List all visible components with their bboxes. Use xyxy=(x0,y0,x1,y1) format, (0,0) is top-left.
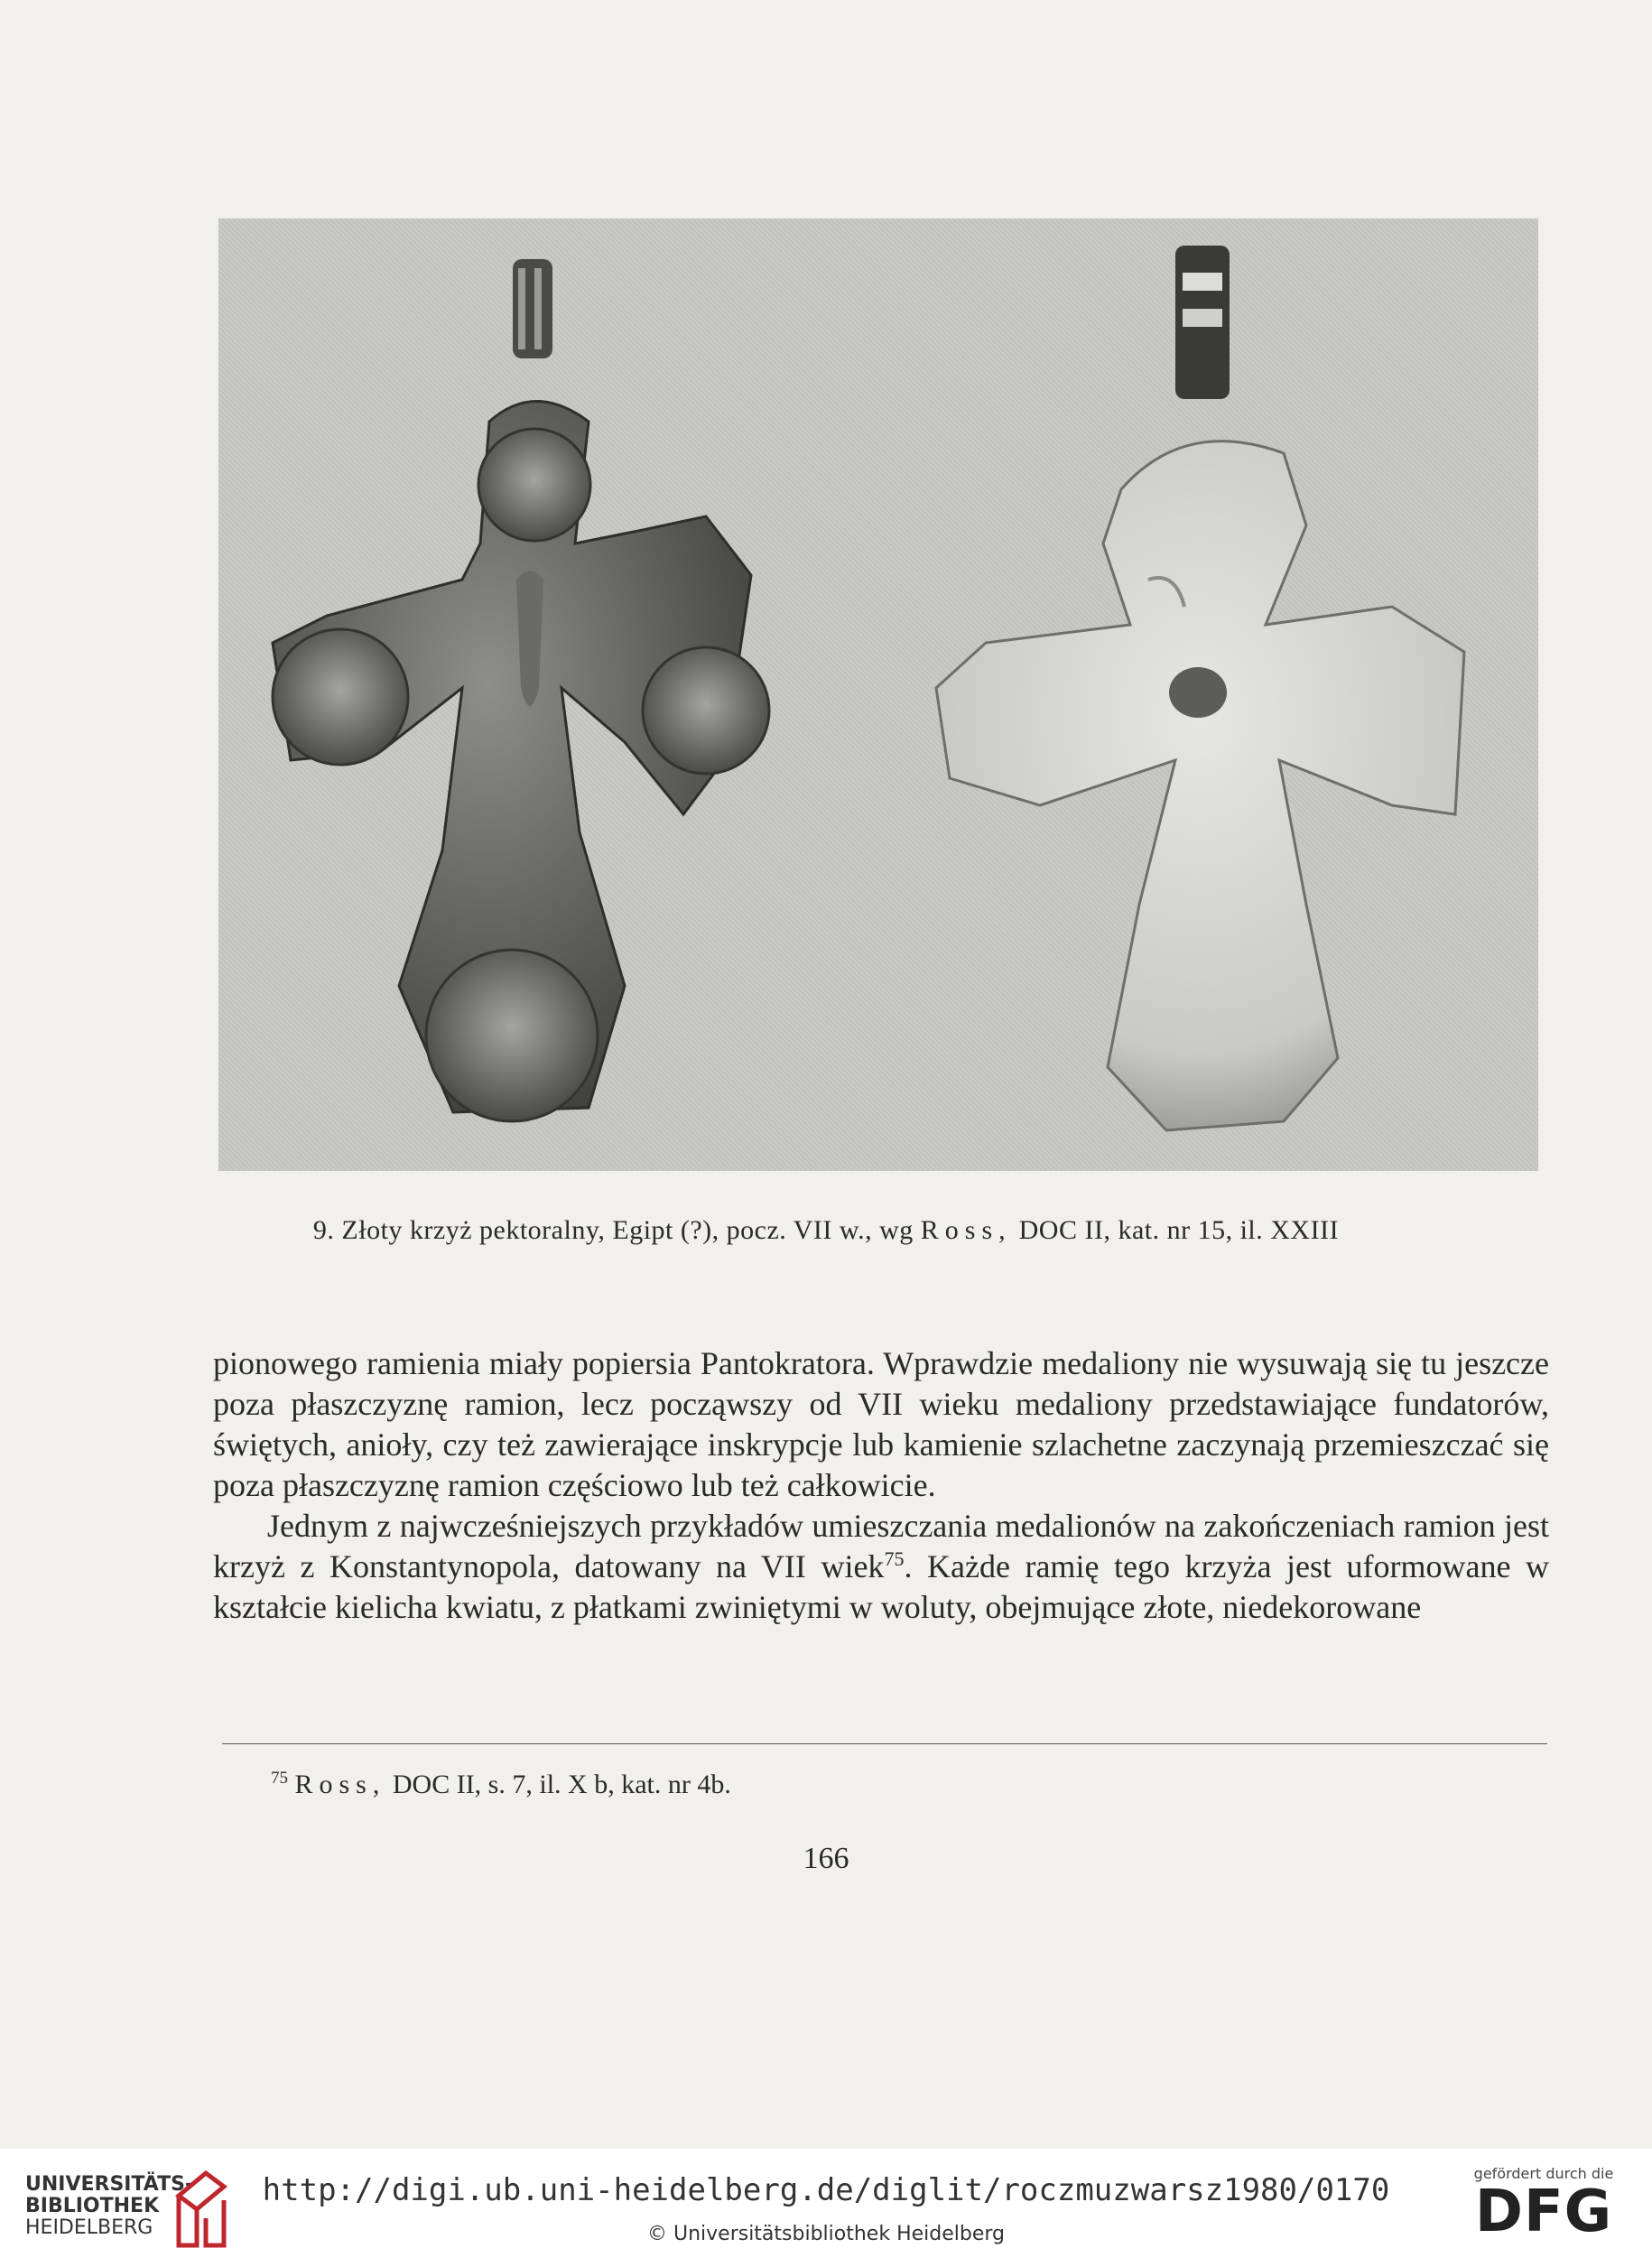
body-text xyxy=(213,1343,1549,1628)
footer-bar xyxy=(0,2149,1652,2267)
page-number: 166 xyxy=(803,1842,849,1875)
cross-front xyxy=(273,259,769,1121)
dfg-logo[interactable] xyxy=(1453,2165,1634,2245)
dfg-logo-text: DFG xyxy=(1474,2179,1613,2245)
cross-back xyxy=(936,246,1464,1130)
library-name-line: UNIVERSITÄTS- xyxy=(25,2173,194,2196)
caption-author: Ross, xyxy=(920,1215,1012,1245)
footnote-divider xyxy=(222,1743,1547,1744)
paragraph-text: . Każde ramię tego krzyża jest uformowane w kształcie kielicha kwiatu, z płatkami zwiniętymi w woluty, obejmujące złote, niedekorowane xyxy=(213,1548,1549,1625)
footnote-text: DOC II, s. 7, il. X b, kat. nr 4b. xyxy=(392,1770,731,1799)
caption-description: 9. Złoty krzyż pektoralny, Egipt (?), pocz. VII w., wg xyxy=(312,1215,914,1245)
paragraph-text: Jednym z najwcześniejszych przykładów umieszczania medalionów na zakończeniach ramion jest krzyż z Konstantynopola, datowany na VII wiek xyxy=(213,1508,1549,1584)
paragraph: pionowego ramienia miały popiersia Pantokratora. Wprawdzie medaliony nie wysuwają się tu jeszcze poza płaszczyznę ramion, lecz począwszy od VII wieku medaliony przedstawiające fundatorów, świętych, anioły, czy też zawierające inskrypcje lub kamienie szlachetne zaczynają przemieszczać się poza płaszczyznę ramion częściowo lub też całkowicie. xyxy=(213,1345,1549,1503)
footnote-number: 75 xyxy=(271,1769,288,1788)
caption-reference: DOC II, kat. nr 15, il. XXIII xyxy=(1018,1215,1340,1245)
library-name-line: BIBLIOTHEK xyxy=(25,2195,160,2217)
cross-photograph xyxy=(218,218,1538,1171)
footnote-author: Ross, xyxy=(294,1770,386,1799)
copyright-notice: © Universitätsbibliothek Heidelberg xyxy=(646,2223,1005,2245)
footnote-reference: 75 xyxy=(884,1547,905,1570)
figure-caption xyxy=(0,1215,1652,1246)
funding-note: gefördert durch die xyxy=(1473,2165,1614,2182)
library-name-line: HEIDELBERG xyxy=(25,2216,153,2239)
cross-photograph-drawing xyxy=(218,218,1538,1171)
footnote xyxy=(271,1770,731,1800)
paragraph xyxy=(213,1506,1549,1628)
permalink-url[interactable]: http://digi.ub.uni-heidelberg.de/diglit/roczmuzwarsz1980/0170 xyxy=(262,2172,1390,2208)
